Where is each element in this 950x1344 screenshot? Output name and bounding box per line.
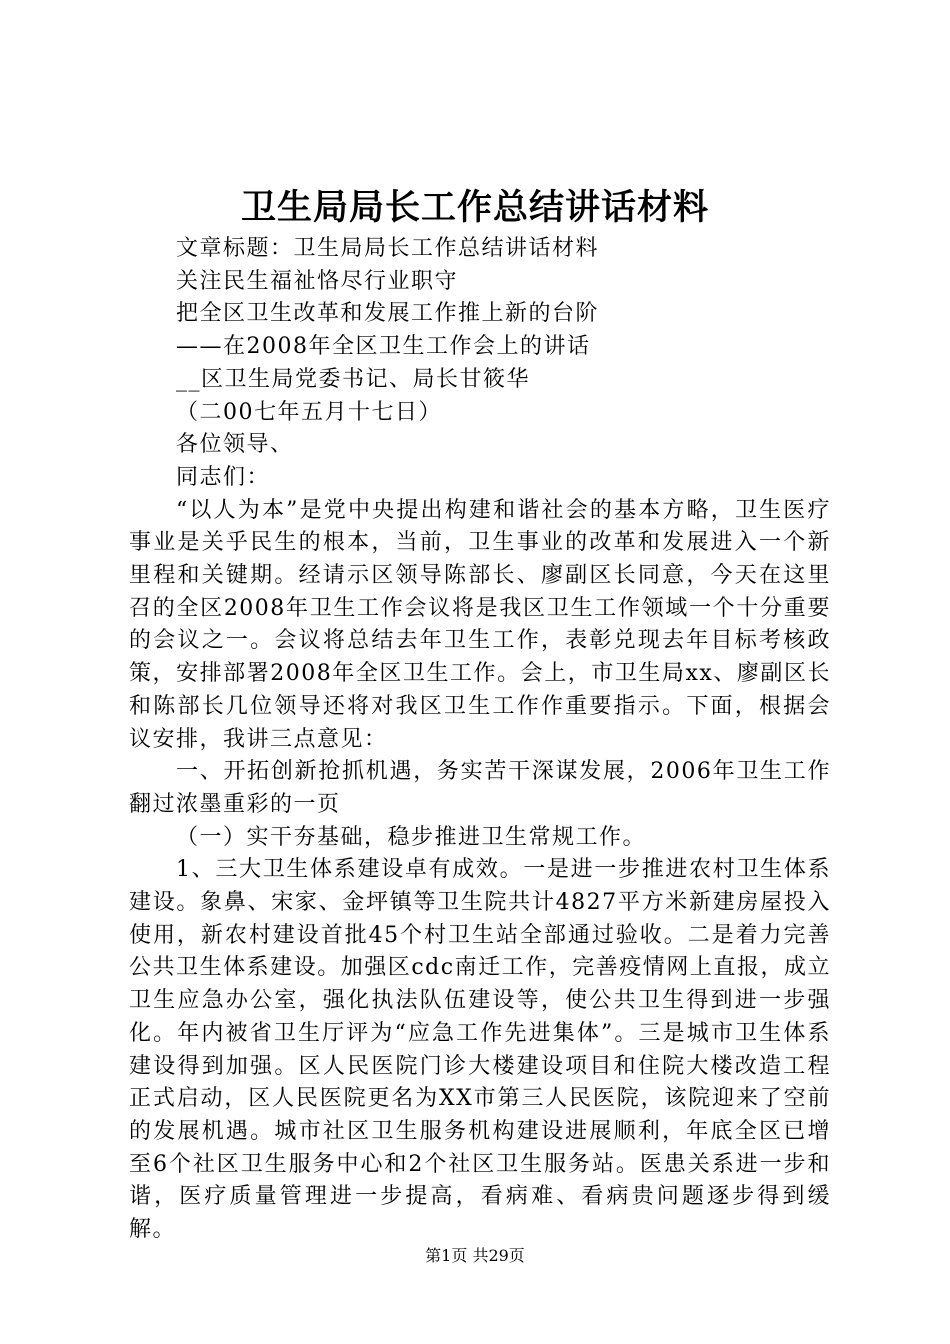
document-title: 卫生局局长工作总结讲话材料 xyxy=(240,187,709,228)
header-line-speech-occasion: ——在2008年全区卫生工作会上的讲话 xyxy=(176,334,591,360)
header-line-slogan-1: 关注民生福祉恪尽行业职守 xyxy=(176,268,459,294)
salutation-leaders: 各位领导、 xyxy=(176,432,294,458)
paragraph-section-1-heading: 一、开拓创新抢抓机遇，务实苦干深谋发展，2006年卫生工作翻过浓墨重彩的一页 xyxy=(129,759,831,817)
document-body xyxy=(129,233,831,1247)
page-number-footer: 第1页 共29页 xyxy=(425,1246,525,1265)
header-line-slogan-2: 把全区卫生改革和发展工作推上新的台阶 xyxy=(176,301,600,327)
paragraph-subsection-1-heading: （一）实干夯基础，稳步推进卫生常规工作。 xyxy=(176,824,647,850)
salutation-comrades: 同志们： xyxy=(176,464,271,490)
header-line-article-title: 文章标题：卫生局局长工作总结讲话材料 xyxy=(176,236,600,261)
paragraph-item-1: 1、三大卫生体系建设卓有成效。一是进一步推进农村卫生体系建设。象鼻、宋家、金坪镇等卫生院共计4827平方米新建房屋投入使用，新农村建设首批45个村卫生站全部通过验收。二是着力完善公共卫生体系建设。加强区cdc南迁工作，完善疫情网上直报，成立卫生应急办公室，强化执法队伍建设等，使公共卫生得到进一步强化。年内被省卫生厅评为“应急工作先进集体”。三是城市卫生体系建设得到加强。区人民医院门诊大楼建设项目和住院大楼改造工程正式启动，区人民医院更名为XX市第三人民医院，该院迎来了空前的发展机遇。城市社区卫生服务机构建设进展顺利，年底全区已增至6个社区卫生服务中心和2个社区卫生服务站。医患关系进一步和谐，医疗质量管理进一步提高，看病难、看病贵问题逐步得到缓解。 xyxy=(129,857,831,1243)
header-line-date: （二00七年五月十七日） xyxy=(176,399,442,425)
paragraph-intro: “以人为本”是党中央提出构建和谐社会的基本方略，卫生医疗事业是关乎民生的根本，当前，卫生事业的改革和发展进入一个新里程和关键期。经请示区领导陈部长、廖副区长同意，今天在这里召的全区2008年卫生工作会议将是我区卫生工作领域一个十分重要的会议之一。会议将总结去年卫生工作，表彰兑现去年目标考核政策，安排部署2008年全区卫生工作。会上，市卫生局xx、廖副区长和陈部长几位领导还将对我区卫生工作作重要指示。下面，根据会议安排，我讲三点意见： xyxy=(129,497,831,752)
header-line-speaker: __区卫生局党委书记、局长甘筱华 xyxy=(176,366,531,392)
